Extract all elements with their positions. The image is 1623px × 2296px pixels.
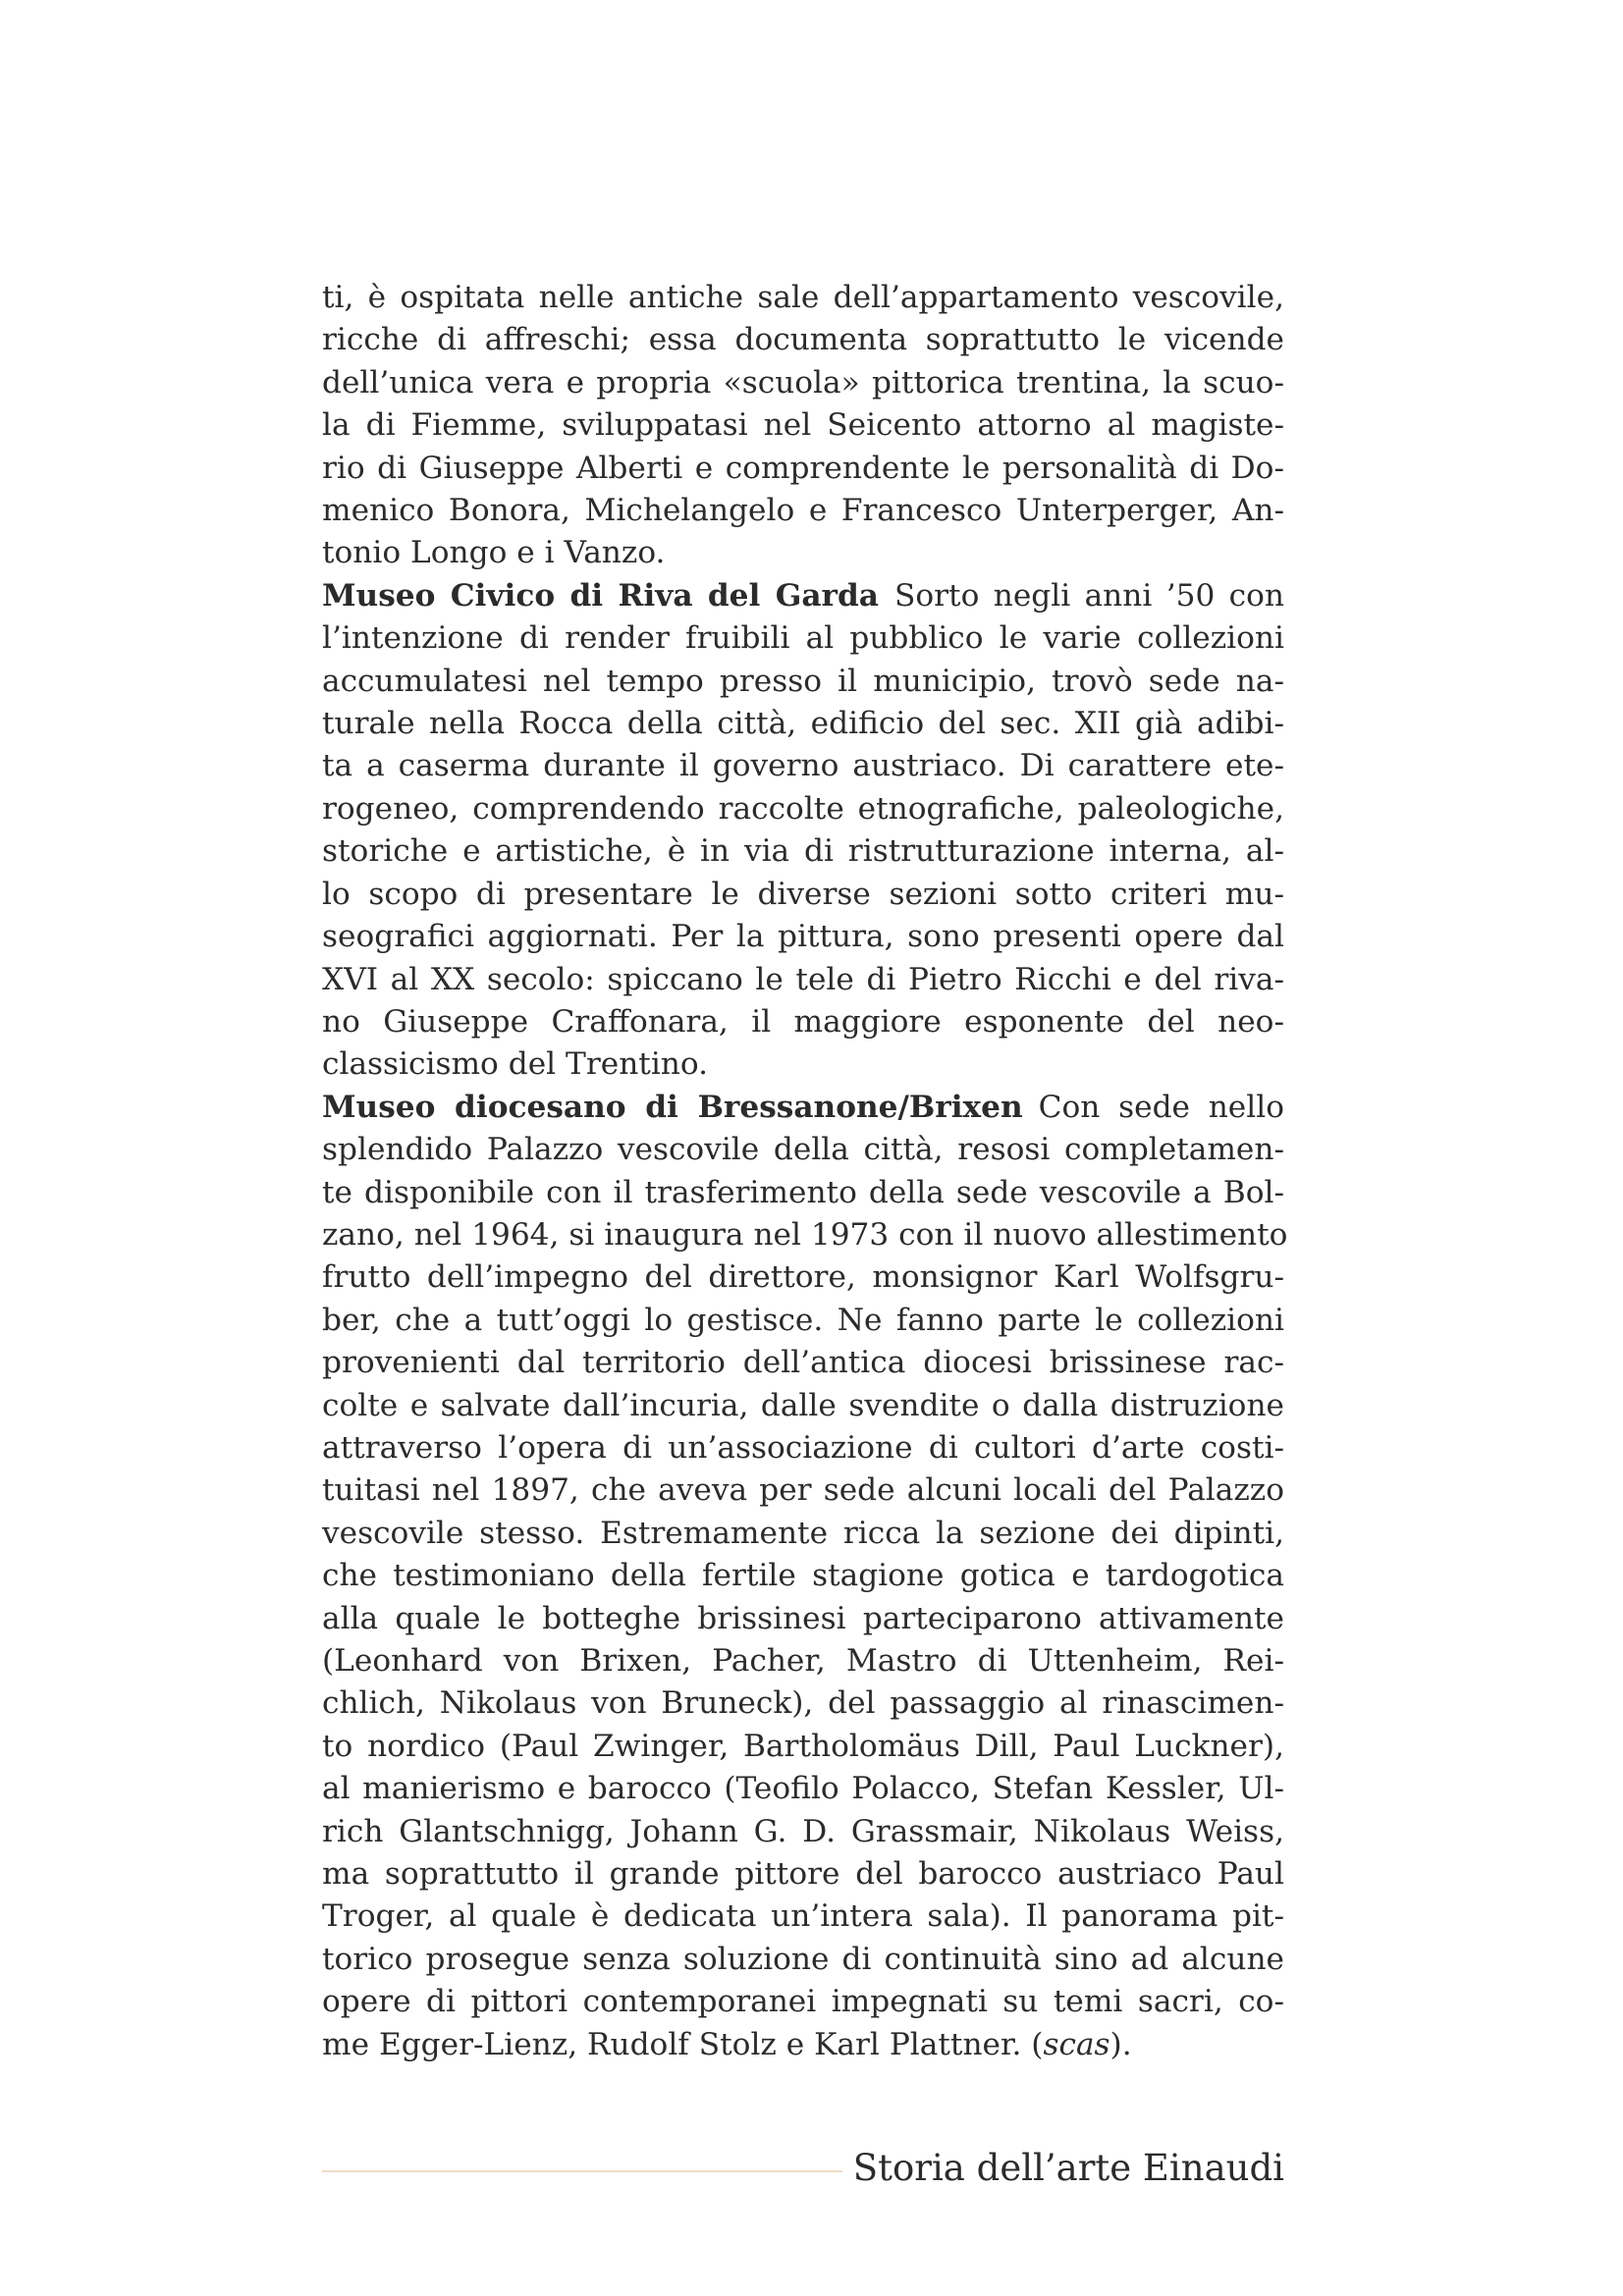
text-line: chlich, Nikolaus von Bruneck), del passaggio al rinascimen- — [322, 1685, 1284, 1722]
entry-last-line-text: me Egger-Lienz, Rudolf Stolz e Karl Plattner. ( — [322, 2026, 1044, 2062]
text-line: opere di pittori contemporanei impegnati su temi sacri, co- — [322, 1984, 1284, 2020]
text-line: seografici aggiornati. Per la pittura, sono presenti opere dal — [322, 919, 1284, 955]
text-line: al manierismo e barocco (Teofilo Polacco, Stefan Kessler, Ul- — [322, 1771, 1284, 1807]
entry-first-line — [322, 575, 1284, 617]
text-line: colte e salvate dall’incuria, dalle svendite o dalla distruzione — [322, 1387, 1284, 1423]
text-line: ti, è ospitata nelle antiche sale dell’appartamento vescovile, — [322, 280, 1284, 315]
page-body — [322, 277, 1288, 2066]
entry-first-line-text: Con sede nello — [1038, 1089, 1284, 1125]
text-line: no Giuseppe Craffonara, il maggiore esponente del neo- — [322, 1003, 1284, 1040]
text-line: la di Fiemme, sviluppatasi nel Seicento attorno al magiste- — [322, 407, 1284, 444]
text-line: rogeneo, comprendendo raccolte etnografiche, paleologiche, — [322, 790, 1284, 827]
text-line: vescovile stesso. Estremamente ricca la sezione dei dipinti, — [322, 1515, 1284, 1551]
text-line: Troger, al quale è dedicata un’intera sala). Il panorama pit- — [322, 1898, 1284, 1935]
text-line: ber, che a tutt’oggi lo gestisce. Ne fanno parte le collezioni — [322, 1302, 1284, 1338]
text-line: provenienti dal territorio dell’antica diocesi brissinese rac- — [322, 1345, 1284, 1381]
text-line: XVI al XX secolo: spiccano le tele di Pietro Ricchi e del riva- — [322, 961, 1284, 997]
text-line: (Leonhard von Brixen, Pacher, Mastro di Uttenheim, Rei- — [322, 1643, 1284, 1679]
text-line: accumulatesi nel tempo presso il municipio, trovò sede na- — [322, 663, 1284, 699]
text-line: torico prosegue senza soluzione di continuità sino ad alcune — [322, 1941, 1284, 1977]
text-line: turale nella Rocca della città, edificio del sec. XII già adibi- — [322, 706, 1284, 742]
footer-publisher: Storia dell’arte Einaudi — [852, 2147, 1284, 2189]
text-line: dell’unica vera e propria «scuola» pittorica trentina, la scuo- — [322, 364, 1284, 400]
text-line: te disponibile con il trasferimento della sede vescovile a Bol- — [322, 1174, 1284, 1210]
text-line: tonio Longo e i Vanzo. — [322, 535, 666, 571]
text-line: to nordico (Paul Zwinger, Bartholomäus Dill, Paul Luckner), — [322, 1728, 1284, 1764]
text-line: rio di Giuseppe Alberti e comprendente le personalità di Do- — [322, 450, 1284, 486]
text-line: ricche di affreschi; essa documenta soprattutto le vicende — [322, 322, 1284, 358]
entry-first-line-text: Sorto negli anni ’50 con — [894, 577, 1285, 614]
text-line: menico Bonora, Michelangelo e Francesco Unterperger, An- — [322, 493, 1284, 529]
text-line: frutto dell’impegno del direttore, monsignor Karl Wolfsgru- — [322, 1259, 1284, 1296]
text-line: alla quale le botteghe brissinesi parteciparono attivamente — [322, 1600, 1284, 1636]
paragraph-continuation — [322, 277, 1284, 575]
entry-last-line — [322, 2024, 1284, 2066]
text-line: splendido Palazzo vescovile della città, resosi completamen- — [322, 1132, 1284, 1168]
text-line: tuitasi nel 1897, che aveva per sede alcuni locali del Palazzo — [322, 1472, 1284, 1509]
text-line: l’intenzione di render fruibili al pubblico le varie collezioni — [322, 620, 1284, 657]
text-line: storiche e artistiche, è in via di ristrutturazione interna, al- — [322, 833, 1284, 870]
entry-title: Museo Civico di Riva del Garda — [322, 577, 879, 614]
text-line: attraverso l’opera di un’associazione di cultori d’arte costi- — [322, 1429, 1284, 1466]
entry-title: Museo diocesano di Bressanone/Brixen — [322, 1089, 1023, 1125]
entry-first-line — [322, 1087, 1284, 1129]
text-line: che testimoniano della fertile stagione gotica e tardogotica — [322, 1558, 1284, 1594]
entry-last-line-end: ). — [1109, 2026, 1132, 2062]
entry-museo-civico-riva — [322, 575, 1284, 1087]
author-abbreviation: scas — [1043, 2026, 1110, 2062]
text-line: zano, nel 1964, si inaugura nel 1973 con il nuovo allestimento — [322, 1216, 1288, 1253]
text-line: ta a caserma durante il governo austriaco. Di carattere ete- — [322, 748, 1284, 784]
text-line: lo scopo di presentare le diverse sezioni sotto criteri mu- — [322, 876, 1284, 912]
footer-rule — [322, 2170, 842, 2172]
text-line: classicismo del Trentino. — [322, 1046, 709, 1083]
text-line: ma soprattutto il grande pittore del barocco austriaco Paul — [322, 1856, 1284, 1893]
entry-museo-diocesano-brixen — [322, 1087, 1288, 2066]
text-line: rich Glantschnigg, Johann G. D. Grassmair, Nikolaus Weiss, — [322, 1813, 1284, 1849]
